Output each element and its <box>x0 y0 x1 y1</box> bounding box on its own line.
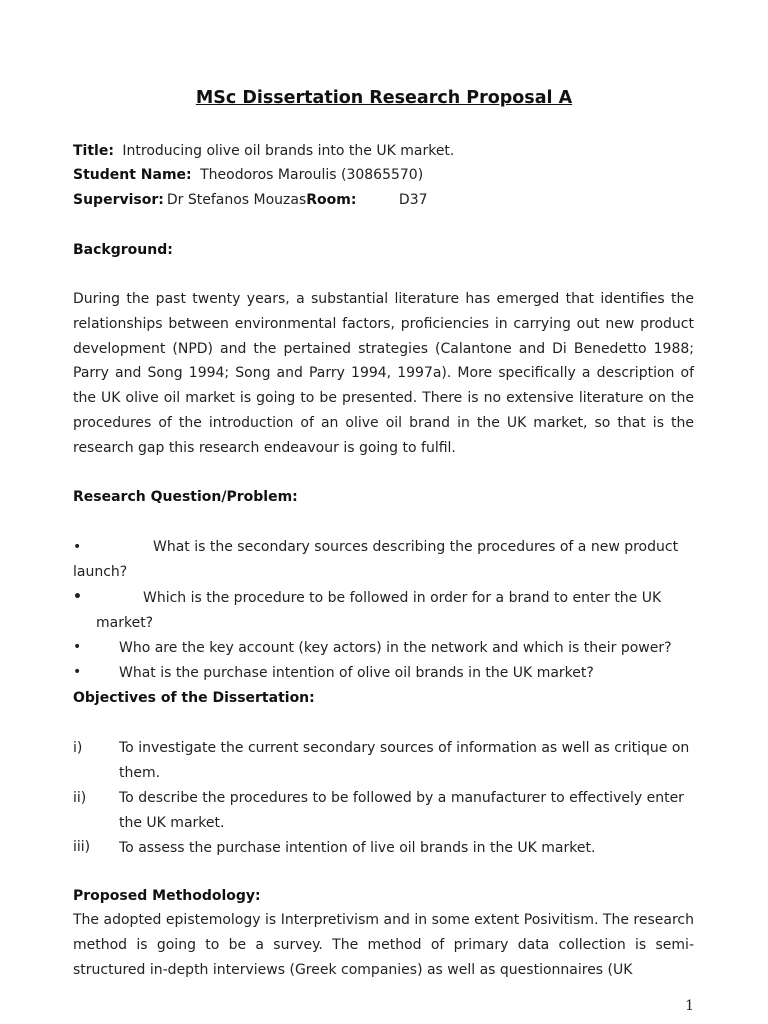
page-number: 1 <box>685 998 694 1014</box>
bullet-marker: • <box>73 539 82 555</box>
objective-marker: iii) <box>73 839 91 855</box>
bullet-marker: • <box>73 664 82 680</box>
methodology-paragraph: The adopted epistemology is Interpretivism and in some extent Posivitism. The research method is going to be a survey. The method of primary data collection is semi-structured in-depth interviews (Greek companies) as well as questionnaires (UK <box>73 912 694 978</box>
meta-supervisor-line <box>73 192 428 208</box>
title-label: Title: <box>73 143 114 159</box>
student-value: Theodoros Maroulis (30865570) <box>200 167 424 183</box>
objectives-heading: Objectives of the Dissertation: <box>73 690 315 706</box>
question-1-line-1: What is the secondary sources describing the procedures of a new product <box>153 539 679 555</box>
room-label: Room: <box>306 192 357 208</box>
supervisor-label: Supervisor: <box>73 192 164 208</box>
student-label: Student Name: <box>73 167 192 183</box>
meta-title-line <box>73 143 454 159</box>
methodology-heading: Proposed Methodology: <box>73 888 261 904</box>
bullet-marker: • <box>73 589 82 605</box>
question-3: Who are the key account (key actors) in the network and which is their power? <box>119 640 672 656</box>
objective-marker: i) <box>73 740 83 756</box>
supervisor-value: Dr Stefanos Mouzas <box>166 192 307 208</box>
objective-marker: ii) <box>73 790 87 806</box>
objective-3-line-1: To assess the purchase intention of live oil brands in the UK market. <box>119 840 596 856</box>
question-4: What is the purchase intention of olive oil brands in the UK market? <box>119 665 594 681</box>
background-paragraph: During the past twenty years, a substantial literature has emerged that identifies the relationships between environmental factors, proficiencies in carrying out new product development (NPD) and the pertained strategies (Calantone and Di Benedetto 1988; Parry and Song 1994; Song and Parry 1994, 1997a). More specifically a description of the UK olive oil market is going to be presented. There is no extensive literature on the procedures of the introduction of an olive oil brand in the UK market, so that is the research gap this research endeavour is going to fulfil. <box>73 291 694 456</box>
document-title: MSc Dissertation Research Proposal A <box>195 88 573 108</box>
question-1-line-2: launch? <box>73 564 128 580</box>
meta-student-line <box>73 167 423 183</box>
background-heading: Background: <box>73 242 173 258</box>
room-value: D37 <box>398 192 428 208</box>
research-heading: Research Question/Problem: <box>73 489 298 505</box>
objective-2-line-1: To describe the procedures to be followed by a manufacturer to effectively enter <box>119 790 684 806</box>
bullet-marker: • <box>73 639 82 655</box>
question-2-line-2: market? <box>96 615 154 631</box>
objective-2-line-2: the UK market. <box>119 815 225 831</box>
objective-1-line-1: To investigate the current secondary sources of information as well as critique on <box>119 740 690 756</box>
question-2-line-1: Which is the procedure to be followed in order for a brand to enter the UK <box>143 590 662 606</box>
objective-1-line-2: them. <box>119 765 161 781</box>
title-value: Introducing olive oil brands into the UK market. <box>122 143 455 159</box>
